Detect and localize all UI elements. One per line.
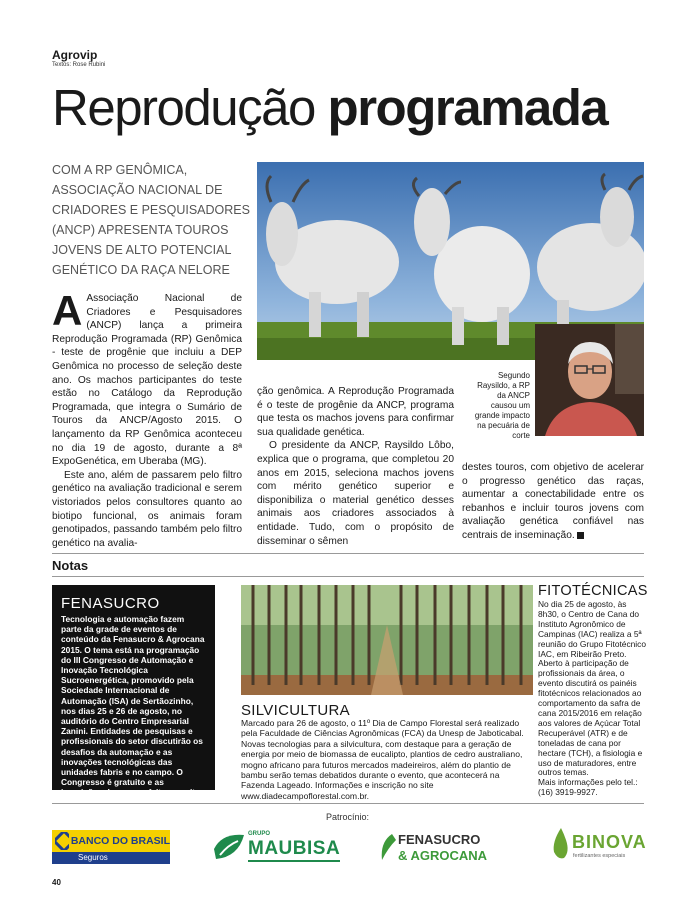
fenasucro-title: FENASUCRO xyxy=(61,595,160,612)
silvicultura-title: SILVICULTURA xyxy=(241,702,350,719)
headline xyxy=(52,79,608,136)
headline-light: Reprodução xyxy=(52,79,315,136)
article-text: destes touros, com objetivo de acelerar o progresso genético das raças, aumentar a conectabilidade entre os rebanhos e incluir touros jovens com avaliação genética confiável nas centrais de inseminação. xyxy=(462,462,644,541)
binova-drop-icon xyxy=(550,826,572,862)
deck-intro: COM A RP GENÔMICA, ASSOCIAÇÃO NACIONAL DE CRIADORES E PESQUISADORES (ANCP) APRESENTA TOUROS JOVENS DE ALTO POTENCIAL GENÉTICO DA RAÇA NELORE xyxy=(52,163,250,277)
page-number: 40 xyxy=(52,878,61,887)
fitotecnicas-contact: Mais informações pelo tel.: (16) 3919-9927. xyxy=(538,777,638,798)
article-column-3 xyxy=(462,461,644,543)
article-column-1 xyxy=(52,287,242,550)
end-mark-icon xyxy=(577,532,584,539)
sponsors-label: Patrocínio: xyxy=(325,812,370,822)
article-column-2 xyxy=(257,385,454,548)
divider-notas xyxy=(52,576,644,577)
divider-top xyxy=(52,553,644,554)
silvicultura-text: Marcado para 26 de agosto, o 11º Dia de Campo Florestal será realizado pela Faculdade de Ciências Agronômicas (FCA) da Unesp de Jaboticabal. Novas tecnologias para a silvicultura, com destaque para a geração de energia por meio de biomassa de eucalipto, plantios de cedro australiano, mogno africano para futuros mercados madeireiros, além do plantio de bambu serão temas debatidos durante o evento, que acontecerá na Fazenda Lageado. Informações e inscrição no site xyxy=(241,718,524,791)
fitotecnicas-body xyxy=(538,600,648,798)
silvicultura-link[interactable]: www.diadecampoflorestal.com.br. xyxy=(241,790,370,801)
fitotecnicas-title: FITOTÉCNICAS xyxy=(538,583,648,599)
fenasucro-line1: FENASUCRO xyxy=(398,832,481,847)
banco-do-brasil-logo xyxy=(52,830,170,864)
forest-photo xyxy=(241,585,533,695)
photo-caption: Segundo Raysildo, a RP da ANCP causou um grande impacto na pecuária de corte xyxy=(474,371,530,440)
notas-heading: Notas xyxy=(52,558,89,573)
bb-sub: Seguros xyxy=(52,852,170,864)
headline-bold: programada xyxy=(327,79,608,136)
maubisa-name: MAUBISA xyxy=(248,838,340,862)
maubisa-logo xyxy=(212,831,341,865)
bb-symbol-icon xyxy=(55,832,69,850)
bb-name: BANCO DO BRASIL xyxy=(70,835,170,847)
silvicultura-body xyxy=(241,718,533,801)
divider-sponsors xyxy=(52,803,644,804)
fenasucro-line2: & AGROCANA xyxy=(398,848,488,863)
fitotecnicas-text: No dia 25 de agosto, às 8h30, o Centro de Cana do Instituto Agronômico de Campinas (IAC) realiza a 5ª reunião do Grupo Fitotécnico IAC, em Ribeirão Preto. Aberto à participação de profissionais da área, o evento discutirá os painéis fitotécnicos relacionados ao comportamento da safra de cana 2015/2016 em relação aos valores de Açúcar Total Recuperável (ATR) e de toneladas de cana por hectare (TCH), a fisiologia e uso de maturadores, entre outros temas. xyxy=(538,599,647,778)
article-paragraph: ção genômica. A Reprodução Programada é o teste de progênie da ANCP, programa que testa os machos jovens para confirmar sua qualidade genética. xyxy=(257,386,454,438)
portrait-photo xyxy=(535,324,644,436)
author-credit: Textos: Rose Rubini xyxy=(52,62,106,68)
maubisa-leaf-icon xyxy=(212,831,246,863)
article-paragraph xyxy=(462,461,644,543)
fenasucro-note xyxy=(52,585,215,798)
fenasucro-leaf-icon xyxy=(378,832,398,862)
fenasucro-logo xyxy=(378,830,496,866)
fenasucro-text: Tecnologia e automação fazem parte da grade de eventos de conteúdo da Fenasucro & Agrocana 2015. O tema está na programação do III Congresso de Automação e Inovação Tecnológica Sucroenergética, promovido pela Sociedade Internacional de Automação (ISA) de Sertãozinho, nos dias 25 e 26 de agosto, no auditório do Centro Empresarial Zanini. Entidades de pesquisas e profissionais do setor discutirão os desafios da automação e as inovações tecnológicas das unidades fabris e no campo. O Congresso é gratuito e as inscrições devem ser feitas no site xyxy=(61,614,205,798)
maubisa-tag: GRUPO xyxy=(248,831,271,837)
binova-sub: fertilizantes especiais xyxy=(573,853,626,859)
article-paragraph: Este ano, além de passarem pelo filtro genético na avaliação tradicional e serem vistoriados pelos consultores quanto ao biotipo funcional, os animais foram genotipados, passando também pelo filtro genético na avalia- xyxy=(52,469,242,549)
fenasucro-body xyxy=(61,614,206,808)
drop-cap: A xyxy=(52,287,83,334)
binova-logo xyxy=(550,826,646,864)
binova-name: BINOVA xyxy=(572,832,647,852)
section-label: Agrovip xyxy=(52,48,98,62)
article-paragraph: Associação Nacional de Criadores e Pesquisadores (ANCP) lança a primeira Reprodução Programada (RP) Genômica - teste de progênie que incluiu a DEP Genômica no processo de seleção deste ano. Os machos participantes do teste estão no Catálogo da Reprodução Programada, que integra o Sumário de Touros da ANCP/Agosto 2015. O lançamento da RP Genômica aconteceu no dia 19 de agosto, durante a 8ª ExpoGenética, em Uberaba (MG). xyxy=(52,293,242,468)
article-paragraph: O presidente da ANCP, Raysildo Lôbo, explica que o programa, que completou 20 anos em 2015, seleciona machos jovens com mérito genético superior e disponibiliza o material genético desses animais aos criadores associados à entidade. Tudo, com o propósito de disseminar o sêmen xyxy=(257,440,454,547)
